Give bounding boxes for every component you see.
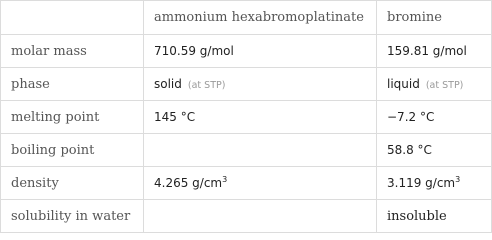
value-cell xyxy=(144,35,377,68)
value-text: 145 °C xyxy=(154,110,196,124)
value-text: liquid xyxy=(387,77,420,91)
condition-note: (at STP) xyxy=(187,80,226,91)
row-label: melting point xyxy=(1,101,144,134)
table-row xyxy=(1,68,492,101)
value-text: 159.81 g/mol xyxy=(387,44,467,58)
header-empty-cell xyxy=(1,1,144,35)
condition-note: (at STP) xyxy=(425,80,464,91)
value-text: −7.2 °C xyxy=(387,110,435,124)
value-cell xyxy=(377,68,492,101)
header-row xyxy=(1,1,492,35)
value-cell xyxy=(377,101,492,134)
row-label: phase xyxy=(1,68,144,101)
table-row xyxy=(1,134,492,167)
table-row xyxy=(1,35,492,68)
value-cell xyxy=(377,167,492,200)
value-cell xyxy=(144,68,377,101)
value-text: 3.119 g/cm xyxy=(387,176,456,190)
row-label: molar mass xyxy=(1,35,144,68)
value-cell xyxy=(377,35,492,68)
value-cell xyxy=(144,167,377,200)
unit-exponent: 3 xyxy=(222,175,228,184)
table-row xyxy=(1,200,492,233)
value-text: insoluble xyxy=(387,208,447,224)
value-cell xyxy=(377,200,492,233)
header-ammonium-hexabromoplatinate: ammonium hexabromoplatinate xyxy=(144,1,377,35)
row-label: solubility in water xyxy=(1,200,144,233)
value-text: 58.8 °C xyxy=(387,143,432,157)
value-cell xyxy=(144,101,377,134)
value-cell xyxy=(144,134,377,167)
value-text: 4.265 g/cm xyxy=(154,176,223,190)
value-cell xyxy=(144,200,377,233)
row-label: boiling point xyxy=(1,134,144,167)
value-text: 710.59 g/mol xyxy=(154,44,234,58)
table-row xyxy=(1,101,492,134)
header-bromine: bromine xyxy=(377,1,492,35)
unit-exponent: 3 xyxy=(455,175,461,184)
value-text: solid xyxy=(154,77,182,91)
table-row xyxy=(1,167,492,200)
row-label: density xyxy=(1,167,144,200)
value-cell xyxy=(377,134,492,167)
